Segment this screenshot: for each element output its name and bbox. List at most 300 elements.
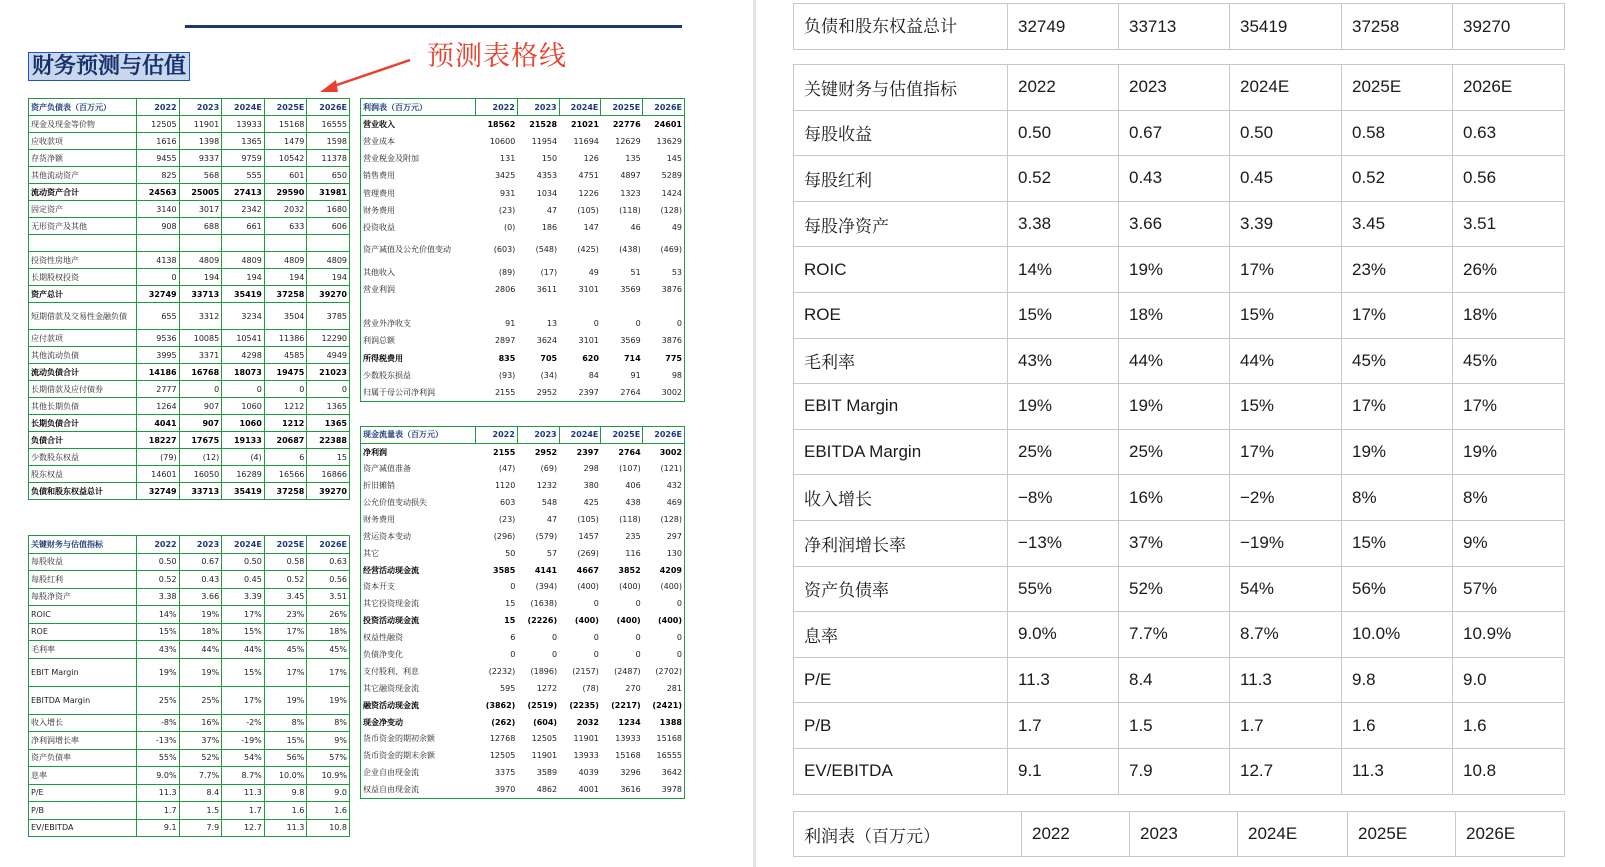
value-cell: 907 — [179, 415, 222, 432]
table-row — [29, 330, 350, 347]
value-cell: 2397 — [576, 447, 599, 457]
value-cell: 3876 — [661, 284, 682, 294]
table-row — [361, 511, 685, 528]
row-label: 权益自由现金流 — [363, 784, 419, 794]
value-cell: 0 — [222, 381, 265, 398]
row-label: 财务费用 — [363, 205, 395, 215]
table-row — [361, 116, 685, 133]
value-cell: 3504 — [264, 303, 307, 330]
value-cell: 1680 — [307, 201, 350, 218]
value-cell: 9.8 — [1342, 657, 1453, 703]
table-row — [361, 315, 685, 332]
value-cell: 91 — [630, 370, 641, 380]
value-cell: 0 — [635, 319, 641, 329]
value-cell: 21021 — [571, 120, 599, 130]
value-cell: 26% — [307, 606, 350, 624]
value-cell: 3785 — [307, 303, 350, 330]
value-cell: 10.9% — [307, 767, 350, 785]
row-label: 投资活动现金流 — [363, 616, 419, 626]
table-row — [361, 528, 685, 545]
value-cell: 9.8 — [264, 784, 307, 802]
row-label: 每股收益 — [29, 553, 137, 571]
value-cell: 18% — [1119, 292, 1230, 338]
value-cell: (34) — [540, 370, 558, 380]
table-row — [29, 658, 350, 686]
value-cell: (2217) — [611, 700, 641, 710]
table-row — [794, 110, 1565, 156]
table-row — [29, 641, 350, 659]
value-cell: 17% — [1342, 384, 1453, 430]
value-cell: (0) — [503, 222, 516, 232]
value-cell: 147 — [583, 222, 599, 232]
table-row — [29, 235, 350, 252]
row-label: 长期负债合计 — [29, 415, 137, 432]
value-cell: 13933 — [573, 751, 599, 761]
value-cell: 18562 — [487, 120, 516, 130]
value-cell: (394) — [535, 582, 558, 592]
value-cell: 4041 — [137, 415, 180, 432]
row-label: 投资性房地产 — [29, 252, 137, 269]
value-cell: 1.5 — [179, 802, 222, 820]
year-header-cell: 2024E — [1238, 812, 1348, 857]
value-cell: 12505 — [137, 116, 180, 133]
table-row — [29, 347, 350, 364]
value-cell: 0.52 — [1342, 156, 1453, 202]
row-label: 营业利润 — [363, 284, 395, 294]
value-cell: 13933 — [615, 734, 641, 744]
row-label: P/B — [794, 703, 1008, 749]
value-cell: 13 — [546, 319, 558, 329]
table-row — [29, 303, 350, 330]
value-cell: (3862) — [485, 700, 516, 710]
row-label: 净利润 — [363, 447, 387, 457]
value-cell: 3978 — [661, 784, 682, 794]
value-cell: 16768 — [179, 364, 222, 381]
table-row — [361, 579, 685, 596]
value-cell: 17% — [264, 623, 307, 641]
value-cell: 18% — [307, 623, 350, 641]
row-label: 其它 — [363, 548, 379, 558]
table-row — [794, 338, 1565, 384]
table-row — [29, 483, 350, 500]
value-cell: 1.7 — [222, 802, 265, 820]
key-indicators-table-zoomed — [793, 64, 1565, 795]
row-label: 现金净变动 — [363, 717, 403, 727]
value-cell: 0.52 — [264, 571, 307, 589]
table-row — [361, 477, 685, 494]
value-cell: 15% — [1008, 292, 1119, 338]
row-label: EBITDA Margin — [29, 686, 137, 714]
value-cell: 688 — [179, 218, 222, 235]
table-header-cell: 资产负债表（百万元） — [29, 99, 137, 116]
value-cell: 8% — [307, 714, 350, 732]
value-cell: (400) — [577, 582, 599, 592]
value-cell: 12.7 — [1230, 748, 1342, 794]
value-cell: 2764 — [618, 447, 641, 457]
value-cell: 3624 — [536, 336, 558, 346]
year-header-cell: 2026E — [1456, 812, 1565, 857]
row-label — [361, 298, 476, 315]
value-cell: 19% — [1008, 384, 1119, 430]
table-row — [29, 449, 350, 466]
value-cell: (23) — [498, 514, 516, 524]
value-cell: 9759 — [222, 150, 265, 167]
table-row — [361, 545, 685, 562]
row-label: 息率 — [794, 612, 1008, 658]
value-cell: 3995 — [137, 347, 180, 364]
year-header-cell: 2023 — [517, 427, 559, 444]
table-row — [794, 520, 1565, 566]
value-cell: 2397 — [578, 387, 599, 397]
value-cell: (69) — [540, 464, 558, 474]
row-label: ROE — [29, 623, 137, 641]
value-cell: 0.52 — [137, 571, 180, 589]
value-cell: -2% — [222, 714, 265, 732]
value-cell: 714 — [623, 353, 641, 363]
value-cell: 17% — [222, 606, 265, 624]
value-cell: (118) — [619, 514, 641, 524]
value-cell: 907 — [179, 398, 222, 415]
value-cell: 1.5 — [1119, 703, 1230, 749]
value-cell: 1.7 — [1008, 703, 1119, 749]
value-cell: 54% — [222, 749, 265, 767]
row-label: 资产减值及公允价值变动 — [363, 245, 451, 255]
year-header-cell: 2026E — [307, 99, 350, 116]
value-cell: 15 — [504, 616, 516, 626]
value-cell: 47 — [546, 514, 558, 524]
table-row — [361, 680, 685, 697]
value-cell: 1.7 — [1230, 703, 1342, 749]
table-row — [29, 218, 350, 235]
value-cell: 12290 — [307, 330, 350, 347]
table-row — [29, 819, 350, 837]
table-row — [794, 292, 1565, 338]
row-label: 每股红利 — [794, 156, 1008, 202]
value-cell: 3589 — [536, 768, 558, 778]
row-label: EBIT Margin — [794, 384, 1008, 430]
table-row — [361, 349, 685, 366]
value-cell: 6 — [510, 633, 516, 643]
value-cell: 194 — [179, 269, 222, 286]
value-cell: 11386 — [264, 330, 307, 347]
table-row — [361, 443, 685, 460]
value-cell: 31981 — [307, 184, 350, 201]
value-cell: 1034 — [536, 188, 558, 198]
table-row — [794, 201, 1565, 247]
value-cell: 98 — [671, 370, 682, 380]
value-cell: −19% — [1230, 520, 1342, 566]
value-cell: 0 — [552, 650, 558, 660]
row-label: 应收款项 — [29, 133, 137, 150]
table-row — [29, 150, 350, 167]
value-cell: 15% — [1342, 520, 1453, 566]
value-cell: 25% — [137, 686, 180, 714]
value-cell: 17% — [222, 686, 265, 714]
value-cell: 2952 — [534, 447, 558, 457]
year-header-cell: 2025E — [264, 536, 307, 554]
table-row — [361, 264, 685, 281]
key-indicators-zoomed-header-row — [794, 65, 1565, 111]
table-row — [361, 494, 685, 511]
value-cell: 3970 — [494, 784, 516, 794]
table-row — [361, 646, 685, 663]
table-row — [29, 381, 350, 398]
value-cell: 20687 — [264, 432, 307, 449]
value-cell: 12505 — [531, 734, 558, 744]
value-cell: 25% — [179, 686, 222, 714]
value-cell: 45% — [1342, 338, 1453, 384]
row-label: 所得税费用 — [363, 353, 403, 363]
year-header-cell: 2026E — [643, 427, 685, 444]
year-header-cell: 2023 — [179, 536, 222, 554]
value-cell: 4138 — [137, 252, 180, 269]
value-cell: 9.0% — [1008, 612, 1119, 658]
value-cell: 931 — [500, 188, 516, 198]
row-label: 短期借款及交易性金融负债 — [29, 303, 137, 330]
value-cell: 16555 — [656, 751, 682, 761]
value-cell: 19% — [264, 686, 307, 714]
value-cell: 57% — [307, 749, 350, 767]
value-cell: (400) — [657, 616, 682, 626]
value-cell: 19% — [137, 658, 180, 686]
value-cell: 0 — [635, 599, 641, 609]
year-header-cell: 2023 — [1130, 812, 1238, 857]
value-cell: 1232 — [536, 481, 558, 491]
value-cell: 0 — [676, 633, 682, 643]
value-cell: 35419 — [1230, 4, 1342, 50]
value-cell: 11954 — [531, 136, 558, 146]
value-cell: 24601 — [654, 120, 682, 130]
table-row — [361, 781, 685, 798]
row-label: 经营活动现金流 — [363, 565, 419, 575]
table-row — [361, 714, 685, 731]
value-cell: 18073 — [222, 364, 265, 381]
table-row — [361, 595, 685, 612]
value-cell: 1234 — [618, 717, 641, 727]
value-cell: 15% — [137, 623, 180, 641]
value-cell: 4141 — [534, 565, 558, 575]
table-row — [29, 749, 350, 767]
value-cell: 3425 — [494, 171, 516, 181]
value-cell: 0.43 — [179, 571, 222, 589]
value-cell: 15168 — [656, 734, 682, 744]
value-cell: (2232) — [488, 666, 516, 676]
row-label: 每股收益 — [794, 110, 1008, 156]
value-cell: 9455 — [137, 150, 180, 167]
value-cell: 35419 — [222, 286, 265, 303]
table-row — [29, 184, 350, 201]
table-row — [361, 298, 685, 315]
value-cell: 3.38 — [1008, 201, 1119, 247]
value-cell: 12.7 — [222, 819, 265, 837]
row-label: 现金及现金等价物 — [29, 116, 137, 133]
value-cell: (2702) — [655, 666, 682, 676]
value-cell: 0 — [264, 381, 307, 398]
table-row — [361, 150, 685, 167]
value-cell: 3.38 — [137, 588, 180, 606]
row-label: ROIC — [29, 606, 137, 624]
value-cell: 7.9 — [1119, 748, 1230, 794]
value-cell: 15% — [1230, 292, 1342, 338]
table-row — [29, 269, 350, 286]
value-cell: 0.58 — [1342, 110, 1453, 156]
value-cell: 16% — [1119, 475, 1230, 521]
key-indicators-table-mini — [28, 535, 350, 837]
value-cell: (107) — [619, 464, 641, 474]
value-cell: 2952 — [536, 387, 558, 397]
cash-flow-table — [360, 426, 685, 799]
value-cell: 33713 — [179, 483, 222, 500]
value-cell: 52% — [1119, 566, 1230, 612]
table-row — [794, 748, 1565, 794]
value-cell: 37% — [1119, 520, 1230, 566]
value-cell: 26% — [1453, 247, 1565, 293]
value-cell: (2487) — [614, 666, 641, 676]
value-cell: 3.39 — [222, 588, 265, 606]
value-cell: (4) — [222, 449, 265, 466]
value-cell: (12) — [179, 449, 222, 466]
value-cell: 19% — [307, 686, 350, 714]
value-cell: -13% — [137, 732, 180, 750]
value-cell: 44% — [179, 641, 222, 659]
table-row — [29, 767, 350, 785]
value-cell: 1424 — [661, 188, 682, 198]
value-cell: 54% — [1230, 566, 1342, 612]
value-cell: 0 — [179, 381, 222, 398]
table-row — [29, 553, 350, 571]
year-header-cell: 2023 — [1119, 65, 1230, 111]
value-cell: 9.1 — [1008, 748, 1119, 794]
table-row — [794, 612, 1565, 658]
value-cell: 10.0% — [1342, 612, 1453, 658]
value-cell: 380 — [583, 481, 599, 491]
value-cell: 3.66 — [179, 588, 222, 606]
row-label: 固定资产 — [29, 201, 137, 218]
row-label: 营业成本 — [363, 136, 395, 146]
value-cell — [307, 235, 350, 252]
value-cell: (262) — [491, 717, 516, 727]
value-cell: (400) — [616, 616, 641, 626]
value-cell: 3296 — [620, 768, 641, 778]
value-cell: 17% — [1230, 429, 1342, 475]
value-cell: 3852 — [618, 565, 641, 575]
value-cell: 4001 — [578, 784, 599, 794]
row-label: 收入增长 — [794, 475, 1008, 521]
row-label: 其它投资现金流 — [363, 599, 419, 609]
table-row — [29, 116, 350, 133]
value-cell — [179, 235, 222, 252]
value-cell: 1457 — [578, 531, 599, 541]
value-cell: 10.8 — [307, 819, 350, 837]
row-label: 营业外净收支 — [363, 319, 411, 329]
value-cell: (2235) — [569, 700, 599, 710]
value-cell: 0.43 — [1119, 156, 1230, 202]
value-cell: −13% — [1008, 520, 1119, 566]
value-cell: 281 — [666, 683, 682, 693]
value-cell: (604) — [533, 717, 558, 727]
value-cell: 8% — [264, 714, 307, 732]
value-cell: 825 — [137, 167, 180, 184]
value-cell: 33713 — [179, 286, 222, 303]
cash-flow-header-row — [361, 427, 685, 444]
row-label: 每股净资产 — [29, 588, 137, 606]
value-cell: 15 — [505, 599, 516, 609]
value-cell: 1226 — [578, 188, 599, 198]
year-header-cell: 2024E — [559, 99, 601, 116]
balance-sheet-table — [28, 98, 350, 500]
table-row — [29, 133, 350, 150]
value-cell — [601, 298, 643, 315]
value-cell: 2777 — [137, 381, 180, 398]
row-label: 货币资金的期初余额 — [363, 734, 435, 744]
table-header-cell: 利润表（百万元） — [794, 812, 1022, 857]
value-cell: 17% — [1453, 384, 1565, 430]
value-cell: 548 — [541, 498, 558, 507]
year-header-cell: 2023 — [179, 99, 222, 116]
value-cell: 7.7% — [179, 767, 222, 785]
value-cell: 37258 — [264, 483, 307, 500]
row-label: 权益性融资 — [363, 633, 403, 643]
value-cell: 1.7 — [137, 802, 180, 820]
value-cell: 32749 — [1008, 4, 1119, 50]
value-cell: (79) — [137, 449, 180, 466]
value-cell: 1616 — [137, 133, 180, 150]
value-cell: 650 — [307, 167, 350, 184]
row-label: 利润总额 — [363, 336, 395, 346]
value-cell: 661 — [222, 218, 265, 235]
value-cell: 1365 — [307, 398, 350, 415]
row-label: 营运资本变动 — [363, 531, 411, 541]
value-cell: (93) — [498, 370, 516, 380]
value-cell: (438) — [619, 245, 641, 255]
value-cell: 0 — [593, 319, 599, 329]
row-label: EBIT Margin — [29, 658, 137, 686]
value-cell: (105) — [577, 205, 599, 215]
value-cell: 19% — [1119, 384, 1230, 430]
row-label: 毛利率 — [794, 338, 1008, 384]
value-cell: 17% — [307, 658, 350, 686]
value-cell: 53 — [671, 267, 682, 277]
value-cell: 0.45 — [222, 571, 265, 589]
value-cell: 25005 — [179, 184, 222, 201]
row-label: 负债和股东权益总计 — [794, 4, 1008, 50]
value-cell: 3616 — [620, 784, 641, 794]
income-statement-partial-header — [793, 811, 1565, 857]
year-header-cell: 2022 — [1022, 812, 1130, 857]
year-header-cell: 2022 — [137, 99, 180, 116]
value-cell: (400) — [574, 616, 599, 626]
value-cell: 15% — [222, 623, 265, 641]
value-cell: 15% — [1230, 384, 1342, 430]
row-label: 少数股东权益 — [29, 449, 137, 466]
value-cell: 1.6 — [307, 802, 350, 820]
year-header-cell: 2025E — [264, 99, 307, 116]
value-cell: -8% — [137, 714, 180, 732]
value-cell: 3002 — [661, 387, 682, 397]
value-cell: (2421) — [652, 700, 682, 710]
value-cell: 11694 — [573, 136, 599, 146]
value-cell: 0.63 — [1453, 110, 1565, 156]
table-row — [794, 566, 1565, 612]
value-cell: 11901 — [179, 116, 222, 133]
value-cell: 0 — [635, 650, 641, 660]
value-cell: 17675 — [179, 432, 222, 449]
value-cell: 19% — [1342, 429, 1453, 475]
table-header-cell: 利润表（百万元） — [361, 99, 476, 116]
value-cell: 7.9 — [179, 819, 222, 837]
value-cell: 4751 — [578, 171, 599, 181]
value-cell: 56% — [1342, 566, 1453, 612]
